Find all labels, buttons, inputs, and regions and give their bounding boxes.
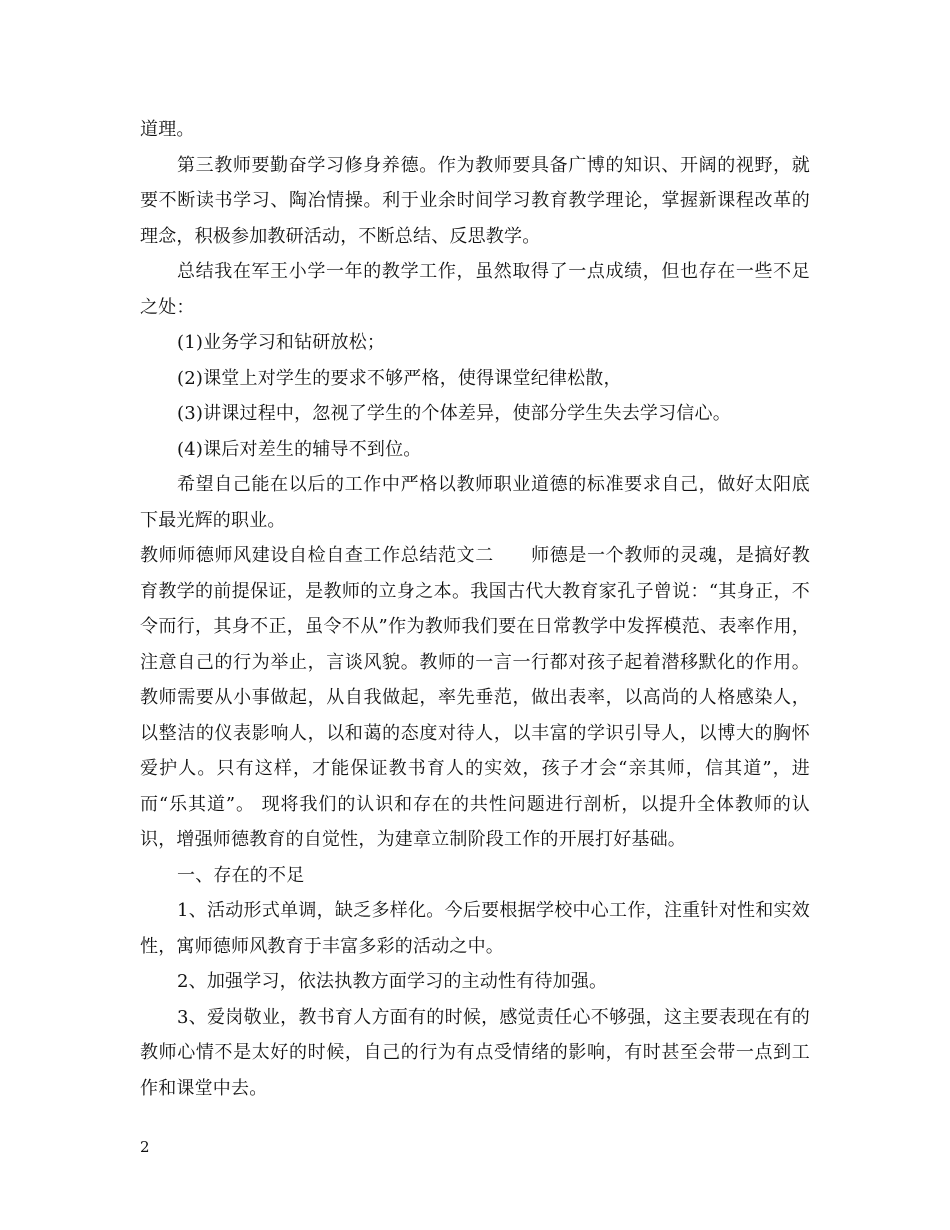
- shortcoming-item-3: 3、爱岗敬业，教书育人方面有的时候，感觉责任心不够强，这主要表现在有的教师心情不是太好的时候，自己的行为有点受情绪的影响，有时甚至会带一点到工作和课堂中去。: [140, 1006, 810, 1099]
- paragraph-continuation: 道理。: [140, 119, 195, 140]
- list-item-4: (4)课后对差生的辅导不到位。: [177, 438, 422, 460]
- list-item-3: (3)讲课过程中，忽视了学生的个体差异，使部分学生失去学习信心。: [177, 403, 731, 424]
- paragraph-essay-two: 教师师德师风建设自检自查工作总结范文二 师德是一个教师的灵魂，是搞好教育教学的前提保证，是教师的立身之本。我国古代大教育家孔子曾说：“其身正，不令而行，其身不正，虽令不从”作为教师我们要在日常教学中发挥模范、表率作用，注意自己的行为举止，言谈风貌。教师的一言一行都对孩子起着潜移默化的作用。教师需要从小事做起，从自我做起，率先垂范，做出表率，以高尚的人格感染人，以整洁的仪表影响人，以和蔼的态度对待人，以丰富的学识引导人，以博大的胸怀爱护人。只有这样，才能保证教书育人的实效，孩子才会“亲其师，信其道”，进而“乐其道”。 现将我们的认识和存在的共性问题进行剖析，以提升全体教师的认识，增强师德教育的自觉性，为建章立制阶段工作的开展打好基础。: [140, 545, 810, 850]
- document-body: [140, 112, 810, 1106]
- shortcoming-item-2: 2、加强学习，依法执教方面学习的主动性有待加强。: [177, 971, 608, 992]
- list-item-1: (1)业务学习和钻研放松；: [177, 332, 386, 353]
- list-item-2: (2)课堂上对学生的要求不够严格，使得课堂纪律松散，: [177, 367, 622, 389]
- page-number: 2: [140, 1138, 150, 1156]
- paragraph-hope: 希望自己能在以后的工作中严格以教师职业道德的标准要求自己，做好太阳底下最光辉的职业。: [140, 474, 810, 531]
- shortcoming-item-1: 1、活动形式单调，缺乏多样化。今后要根据学校中心工作，注重针对性和实效性，寓师德师风教育于丰富多彩的活动之中。: [140, 900, 810, 957]
- section-heading-shortcomings: 一、存在的不足: [177, 864, 305, 886]
- paragraph-study: 第三教师要勤奋学习修身养德。作为教师要具备广博的知识、开阔的视野，就要不断读书学习、陶冶情操。利于业余时间学习教育教学理论，掌握新课程改革的理念，积极参加教研活动，不断总结、反思教学。: [140, 154, 810, 247]
- paragraph-summary: 总结我在军王小学一年的教学工作，虽然取得了一点成绩，但也存在一些不足之处：: [140, 261, 810, 318]
